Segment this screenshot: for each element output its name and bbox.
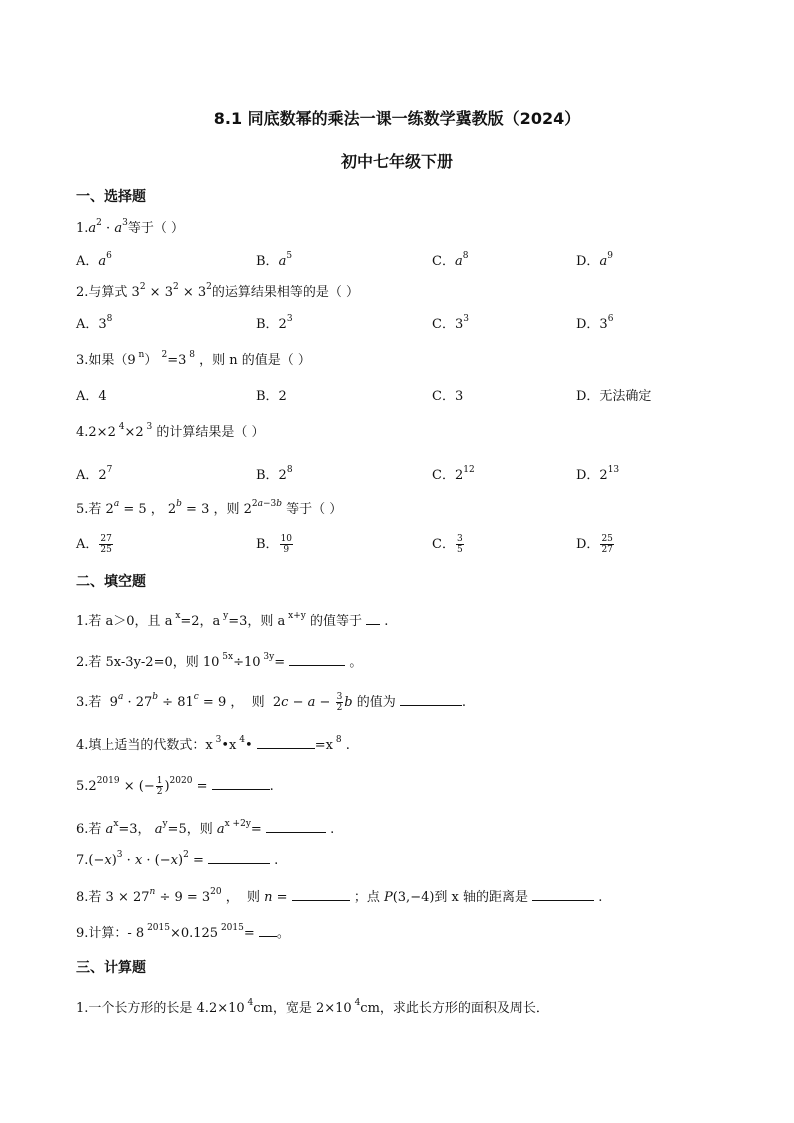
page-subtitle: 初中七年级下册 bbox=[340, 152, 453, 171]
page-title: 8.1 同底数幂的乘法一课一练数学冀教版（2024） bbox=[213, 109, 581, 128]
option-a: A．$3^8$ bbox=[76, 313, 113, 332]
fill-question-5: $5.2^{2019}$ × (− $\frac{1}{2}$ )$^{2020}$ = . bbox=[76, 775, 274, 797]
fill-question-4: 4.填上适当的代数式：x $^3$•x $^4$• =x $^8$ . bbox=[76, 734, 350, 753]
option-c: C．$3^3$ bbox=[432, 313, 469, 332]
option-c: C． $\frac{3}{5}$ bbox=[432, 534, 463, 555]
option-d: D．$2^{13}$ bbox=[576, 464, 620, 483]
fill-question-3: 3.若 $9^a \cdot 27^b \div 81^c = 9$ ， 则 2c − a − $\frac{3}{2}$ b 的值为 . bbox=[76, 691, 467, 713]
question-2-stem: 2.与算式 $3^2 \times 3^2 \times 3^2$的运算结果相等的是（ ） bbox=[76, 281, 360, 300]
question-3-stem: 3.如果（9 $^n$） $^2$=3 $^8$ ，则 n 的值是（ ） bbox=[76, 349, 311, 368]
option-b: B．2 bbox=[256, 389, 287, 404]
option-b: B．$2^3$ bbox=[256, 313, 293, 332]
option-c: C．$a^8$ bbox=[432, 250, 469, 269]
option-c: C．$2^{12}$ bbox=[432, 464, 475, 483]
option-b: B．$a^5$ bbox=[256, 250, 293, 269]
option-a: A．$2^7$ bbox=[76, 464, 113, 483]
fill-question-6: 6.若 $a^x=3$， $a^y=5$，则 $a^{x +2y}=$ . bbox=[76, 818, 335, 837]
option-c: C．3 bbox=[432, 389, 464, 404]
fill-question-9: 9.计算：- 8 $^{2015}$×0.125 $^{2015}$= 。 bbox=[76, 922, 290, 941]
calc-question-1: 1.一个长方形的长是 4.2×10 $^4$cm，宽是 2×10 $^4$cm，求此长方形的面积及周长． bbox=[76, 997, 549, 1016]
fill-question-1: 1.若 a＞0，且 a $^x$=2，a $^y$=3，则 a $^{x+y}$ 的值等于 . bbox=[76, 610, 389, 629]
option-d: D． $\frac{25}{27}$ bbox=[576, 534, 613, 555]
section-heading-choice: 一、选择题 bbox=[76, 189, 146, 205]
option-a: A．$a^6$ bbox=[76, 250, 112, 269]
section-heading-calc: 三、计算题 bbox=[76, 960, 146, 976]
fill-question-2: 2.若 5x-3y-2=0，则 10 $^{5x}$÷10 $^{3y}$= 。 bbox=[76, 651, 363, 670]
fill-question-7: $7.(-x)^3 \cdot x \cdot (-x)^2$ = . bbox=[76, 849, 279, 868]
question-5-stem: 5.若 $2^a = 5$ ， $2^b = 3$ ，则 $2^{2a-3b}$ 等于（ ） bbox=[76, 498, 343, 517]
option-a: A． $\frac{27}{25}$ bbox=[76, 534, 112, 555]
question-4-stem: 4.2×2 $^4$×2 $^3$ 的计算结果是（ ） bbox=[76, 421, 265, 440]
question-1-stem: $1.a^2 \cdot a^3$等于（ ） bbox=[76, 217, 184, 236]
fill-question-8: 8.若 $3 \times 27^n \div 9 = 3^{20}$ ， 则 n = ；点 P(3,−4)到 x 轴的距离是 . bbox=[76, 886, 603, 905]
option-b: B． $\frac{10}{9}$ bbox=[256, 534, 293, 555]
option-a: A．4 bbox=[76, 389, 107, 404]
option-d: D．$a^9$ bbox=[576, 250, 613, 269]
option-d: D．$3^6$ bbox=[576, 313, 614, 332]
option-d: D．无法确定 bbox=[576, 389, 652, 404]
section-heading-fill: 二、填空题 bbox=[76, 574, 146, 590]
option-b: B．$2^8$ bbox=[256, 464, 293, 483]
